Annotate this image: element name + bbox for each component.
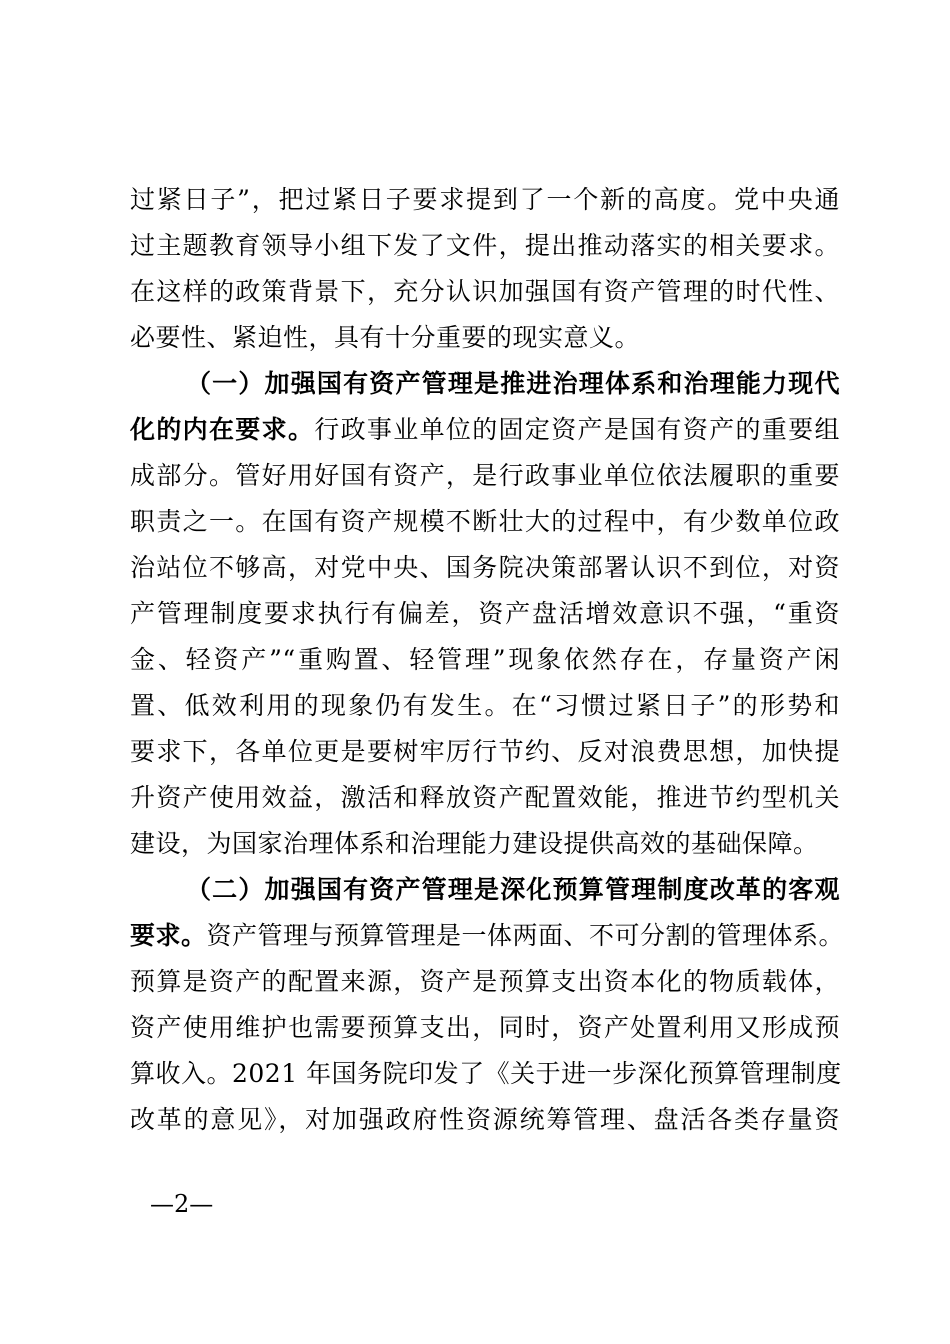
- text-line: 产管理制度要求执行有偏差，资产盘活增效意识不强，“重资: [130, 599, 840, 628]
- text-line: 改革的意见》，对加强政府性资源统筹管理、盘活各类存量资: [130, 1105, 840, 1134]
- text-line: 要求下，各单位更是要树牢厉行节约、反对浪费思想，加快提: [130, 737, 840, 766]
- text-line: 升资产使用效益，激活和释放资产配置效能，推进节约型机关: [130, 783, 840, 812]
- text-line: 过主题教育领导小组下发了文件，提出推动落实的相关要求。: [130, 231, 840, 260]
- text-line: 过紧日子”，把过紧日子要求提到了一个新的高度。党中央通: [130, 185, 840, 214]
- text-line: 预算是资产的配置来源，资产是预算支出资本化的物质载体，: [130, 967, 840, 996]
- text-line: 必要性、紧迫性，具有十分重要的现实意义。: [130, 323, 641, 352]
- text-line: 在这样的政策背景下，充分认识加强国有资产管理的时代性、: [130, 277, 840, 306]
- text-line: 算收入。2021 年国务院印发了《关于进一步深化预算管理制度: [130, 1059, 842, 1088]
- text-line: 职责之一。在国有资产规模不断壮大的过程中，有少数单位政: [130, 507, 840, 536]
- text-line: 化的内在要求。行政事业单位的固定资产是国有资产的重要组: [130, 415, 840, 444]
- section-heading-line: [186, 868, 840, 912]
- text-line: 治站位不够高，对党中央、国务院决策部署认识不到位，对资: [130, 553, 840, 582]
- section-heading: 化的内在要求。: [130, 415, 315, 444]
- text-line: 资产使用维护也需要预算支出，同时，资产处置利用又形成预: [130, 1013, 840, 1042]
- text-line: 建设，为国家治理体系和治理能力建设提供高效的基础保障。: [130, 829, 819, 858]
- text-line: 要求。资产管理与预算管理是一体两面、不可分割的管理体系。: [130, 921, 845, 950]
- text-line: 置、低效利用的现象仍有发生。在“习惯过紧日子”的形势和: [130, 691, 840, 720]
- text-line: 成部分。管好用好国有资产，是行政事业单位依法履职的重要: [130, 461, 840, 490]
- text-line: 金、轻资产”“重购置、轻管理”现象依然存在，存量资产闲: [130, 645, 840, 674]
- section-heading-line: [186, 362, 840, 406]
- section-heading: （二）加强国有资产管理是深化预算管理制度改革的客观: [186, 875, 840, 904]
- page-number: —2—: [150, 1190, 214, 1218]
- section-heading: （一）加强国有资产管理是推进治理体系和治理能力现代: [186, 369, 840, 398]
- section-heading: 要求。: [130, 921, 207, 950]
